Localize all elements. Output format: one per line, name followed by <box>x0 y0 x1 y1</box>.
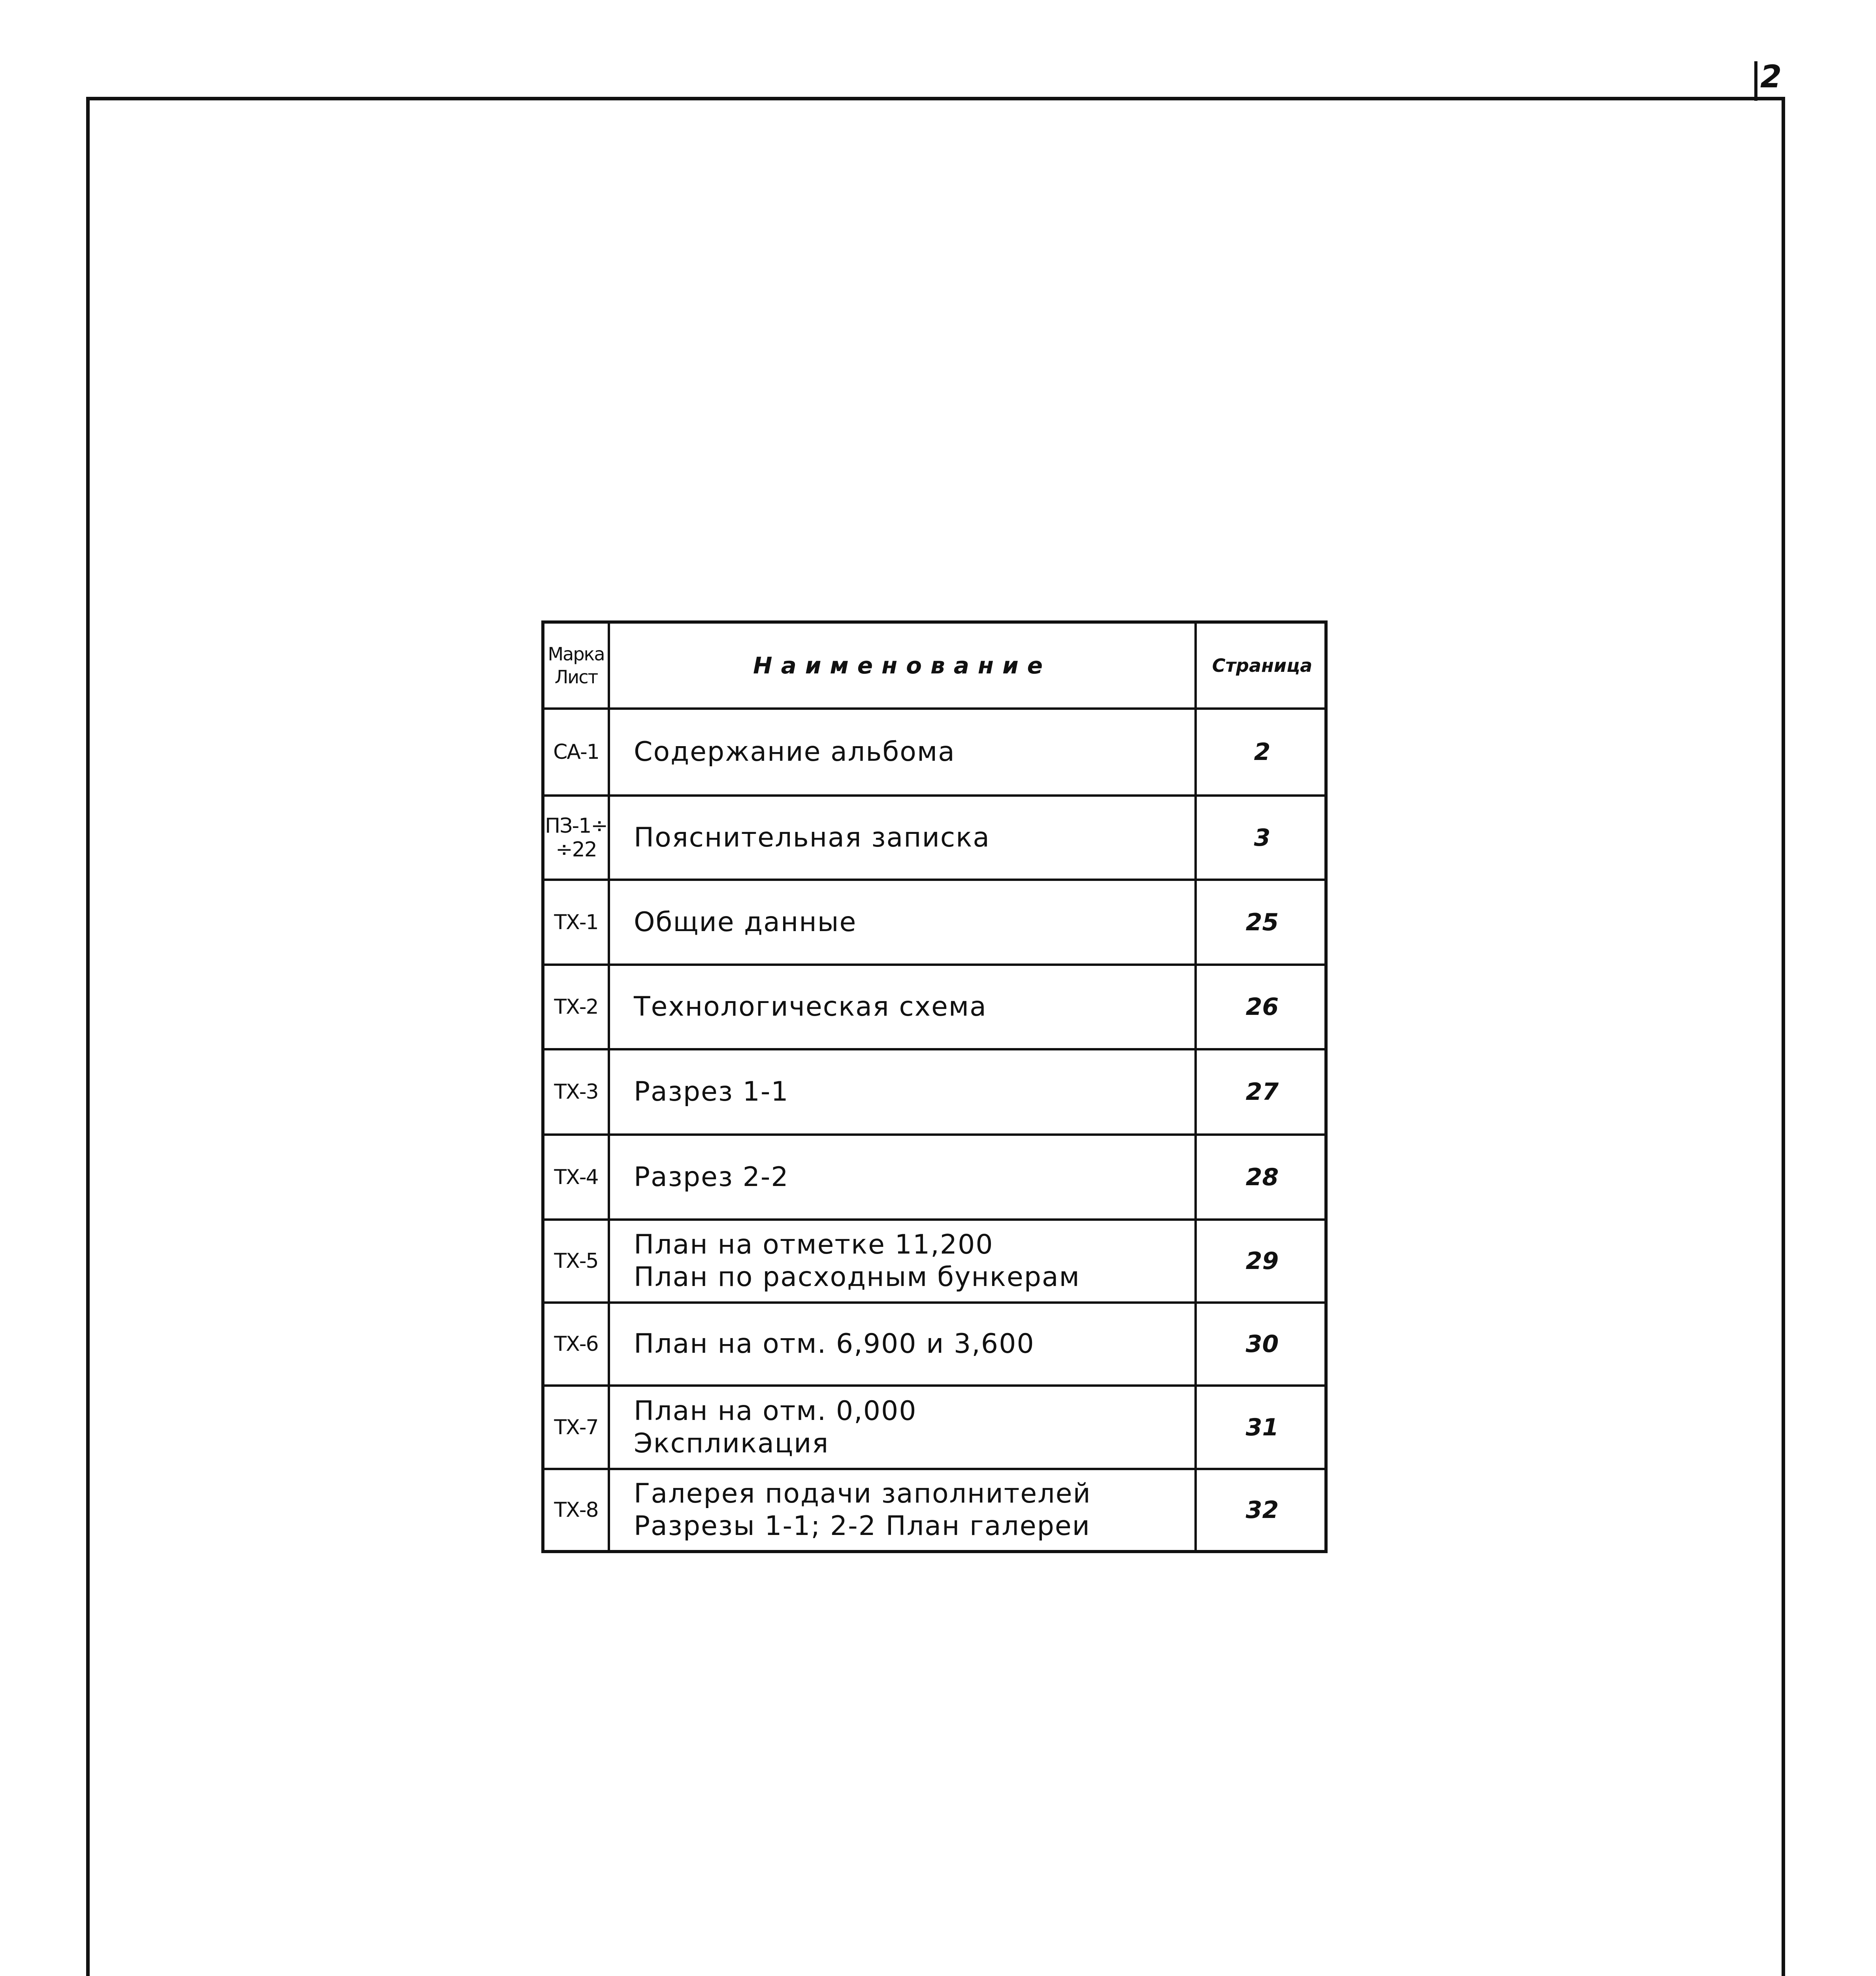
row-page: 32 <box>1245 1496 1279 1524</box>
row-name: Содержание альбома <box>634 736 955 767</box>
row-page: 31 <box>1245 1413 1279 1441</box>
contents-row <box>544 1301 1324 1384</box>
row-name: Разрез 1-1 <box>634 1076 789 1107</box>
contents-row <box>544 707 1324 794</box>
contents-row <box>544 1384 1324 1468</box>
row-page: 3 <box>1254 824 1271 852</box>
header-name: Наименование <box>753 652 1051 679</box>
row-divider <box>544 1218 1324 1221</box>
header-mark: Марка Лист <box>548 643 605 688</box>
contents-row <box>544 794 1324 879</box>
row-page: 26 <box>1245 993 1279 1021</box>
row-mark: ТХ-7 <box>554 1415 598 1439</box>
row-page: 25 <box>1245 908 1279 936</box>
contents-table <box>541 620 1328 1553</box>
page-number-divider <box>1754 61 1757 101</box>
row-divider <box>544 1468 1324 1470</box>
row-mark: ТХ-4 <box>554 1165 598 1189</box>
row-mark: ТХ-2 <box>554 995 598 1019</box>
header-page: Страница <box>1212 655 1313 676</box>
row-mark: ТХ-1 <box>554 910 598 934</box>
contents-row <box>544 1468 1324 1550</box>
row-page: 27 <box>1245 1078 1279 1106</box>
row-name: План на отм. 0,000 Экспликация <box>634 1395 917 1459</box>
contents-row <box>544 1048 1324 1133</box>
row-mark: ПЗ-1÷ ÷22 <box>545 814 607 862</box>
row-divider <box>544 963 1324 966</box>
row-name: План на отм. 6,900 и 3,600 <box>634 1328 1035 1359</box>
row-divider <box>544 1301 1324 1304</box>
contents-row <box>544 963 1324 1048</box>
row-mark: ТХ-3 <box>554 1080 598 1104</box>
row-page: 30 <box>1245 1330 1279 1358</box>
row-mark: ТХ-6 <box>554 1332 598 1356</box>
row-name: Пояснительная записка <box>634 822 990 853</box>
row-divider <box>544 879 1324 881</box>
row-divider <box>544 794 1324 797</box>
contents-row <box>544 1218 1324 1301</box>
row-name: Галерея подачи заполнителей Разрезы 1-1; 2-2 План галереи <box>634 1478 1091 1542</box>
row-mark: ТХ-5 <box>554 1249 598 1273</box>
contents-row <box>544 879 1324 963</box>
row-page: 28 <box>1245 1163 1279 1191</box>
row-name: Разрез 2-2 <box>634 1161 789 1193</box>
row-divider <box>544 1384 1324 1387</box>
row-divider <box>544 1048 1324 1050</box>
sheet-page-number: 2 <box>1760 59 1782 95</box>
row-page: 2 <box>1254 738 1271 766</box>
row-name: План на отметке 11,200 План по расходным бункерам <box>634 1229 1080 1293</box>
contents-row <box>544 1133 1324 1218</box>
row-mark: СА-1 <box>553 740 599 764</box>
row-name: Общие данные <box>634 906 857 938</box>
row-name: Технологическая схема <box>634 991 987 1022</box>
row-mark: ТХ-8 <box>554 1498 598 1522</box>
row-divider <box>544 1133 1324 1136</box>
row-page: 29 <box>1245 1247 1279 1275</box>
